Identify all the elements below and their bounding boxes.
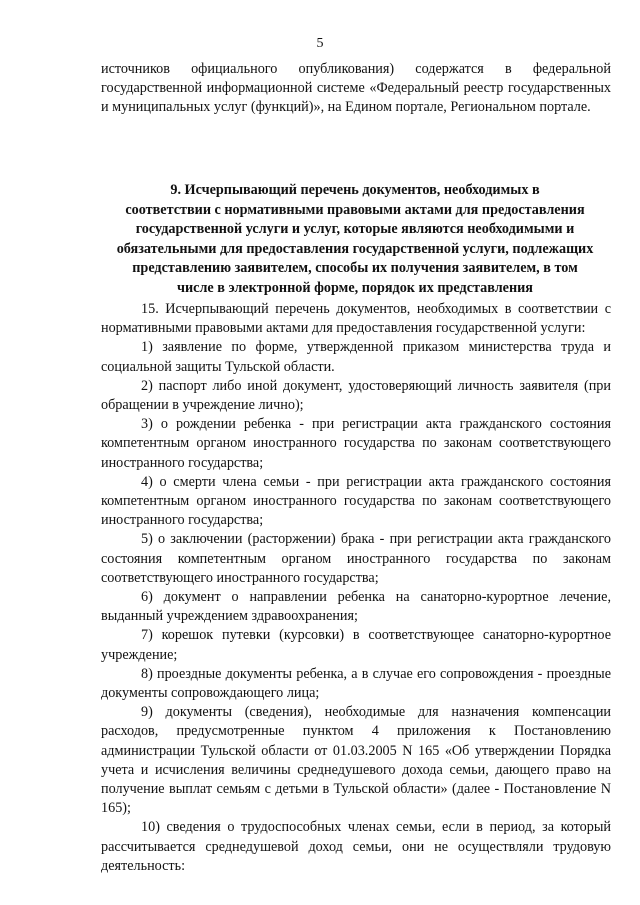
section-heading-line: соответствии с нормативными правовыми актами для предоставления	[125, 201, 585, 218]
document-list	[101, 300, 611, 876]
list-item-10: 10) сведения о трудоспособных членах семьи, если в период, за который рассчитывается среднедушевой доход семьи, они не осуществляли трудовую деятельность:	[101, 819, 611, 874]
list-item-4: 4) о смерти члена семьи - при регистрации акта гражданского состояния компетентным органом иностранного государства по законам соответствующего иностранного государства;	[101, 473, 611, 529]
list-item-2: 2) паспорт либо иной документ, удостоверяющий личность заявителя (при обращении в учреждение лично);	[101, 377, 611, 414]
intro-paragraph: источников официального опубликования) содержатся в федеральной государственной информационной системе «Федеральный реестр государственных и муниципальных услуг (функций)», на Едином портале, Региональном портале.	[101, 61, 611, 116]
list-item-7: 7) корешок путевки (курсовки) в соответствующее санаторно-курортное учреждение;	[101, 627, 611, 663]
section-heading	[95, 181, 615, 299]
list-item-1: 1) заявление по форме, утвержденной приказом министерства труда и социальной защиты Тульской области.	[101, 339, 611, 375]
section-heading-line: государственной услуги и услуг, которые являются необходимыми и	[135, 221, 575, 238]
section-heading-line: числе в электронной форме, порядок их представления	[176, 279, 533, 296]
section-heading-line: обязательными для предоставления государственной услуги, подлежащих	[116, 240, 594, 257]
list-item-5: 5) о заключении (расторжении) брака - при регистрации акта гражданского состояния компетентным органом иностранного государства по законам соответствующего иностранного государства;	[101, 531, 611, 586]
page-number: 5	[316, 36, 324, 51]
list-item-8: 8) проездные документы ребенка, а в случае его сопровождения - проездные документы сопровождающего лица;	[101, 665, 611, 702]
list-paragraph-15: 15. Исчерпывающий перечень документов, необходимых в соответствии с нормативными правовыми актами для предоставления государственной услуги:	[101, 301, 611, 337]
section-heading-line: представлению заявителем, способы их получения заявителем, в том	[132, 260, 578, 277]
section-heading-line: 9. Исчерпывающий перечень документов, необходимых в	[170, 182, 540, 198]
list-item-6: 6) документ о направлении ребенка на санаторно-курортное лечение, выданный учреждением здравоохранения;	[101, 589, 611, 625]
list-item-9: 9) документы (сведения), необходимые для назначения компенсации расходов, предусмотренные пунктом 4 приложения к Постановлению администрации Тульской области от 01.03.2005 N 165 «Об утверждении Порядка учета и исчисления величины среднедушевого дохода семьи, дающего право на получение выплат семьям с детьми в Тульской области» (далее - Постановление N 165);	[101, 704, 611, 817]
list-item-3: 3) о рождении ребенка - при регистрации акта гражданского состояния компетентным органом иностранного государства по законам соответствующего иностранного государства;	[101, 416, 611, 471]
